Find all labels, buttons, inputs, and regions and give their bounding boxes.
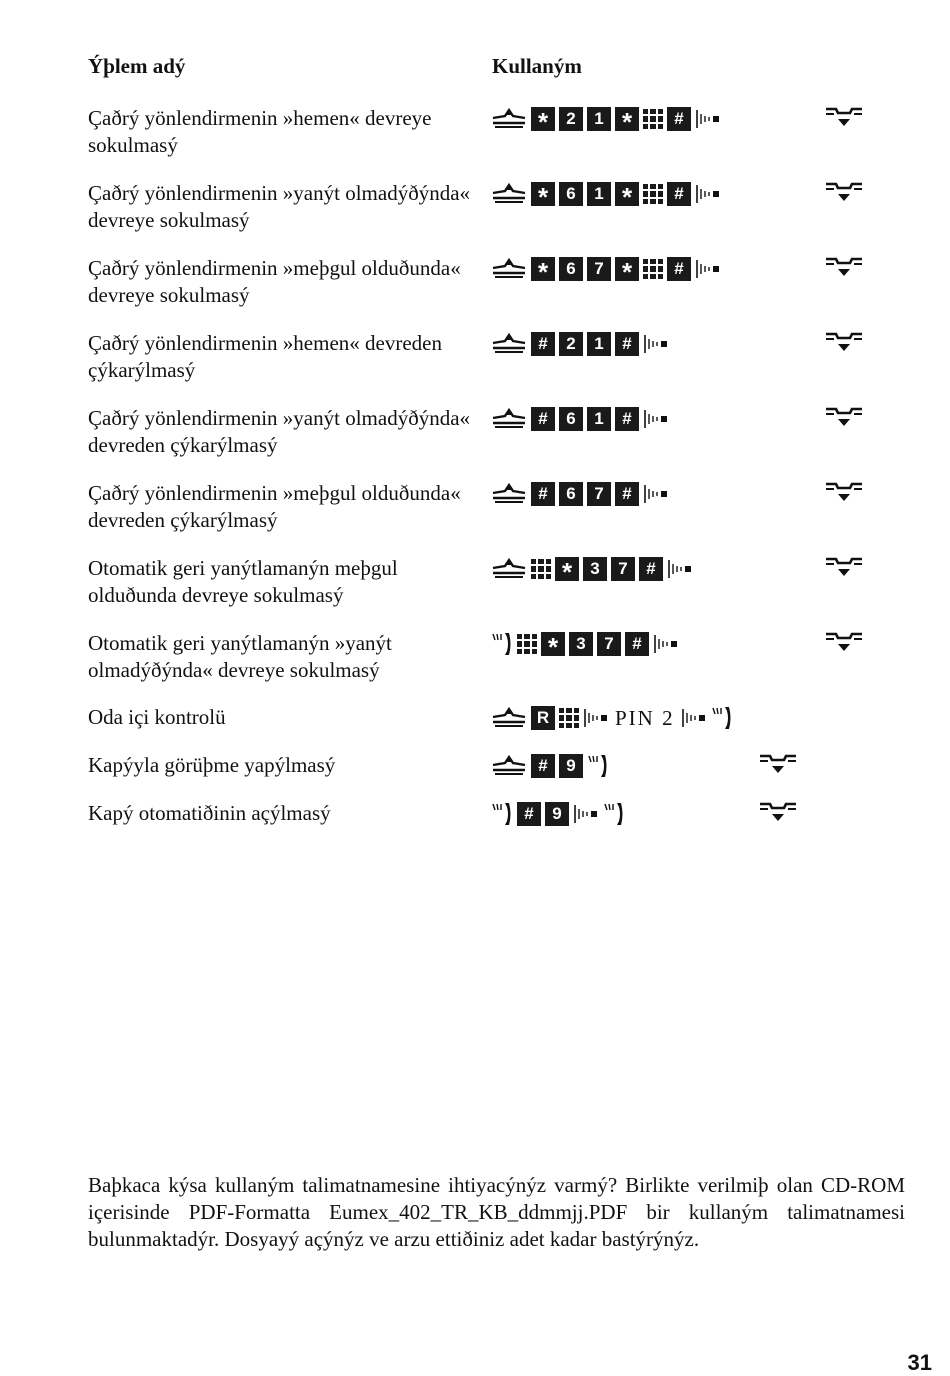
- key: #: [517, 802, 541, 826]
- hang-up-handset-icon: [758, 752, 798, 780]
- key: *: [615, 182, 639, 206]
- ringing-icon: [603, 801, 625, 827]
- lift-handset-icon: [491, 557, 527, 581]
- lift-handset-icon: [491, 482, 527, 506]
- lift-handset-icon: [491, 182, 527, 206]
- operation-label: Kapý otomatiðinin açýlmasý: [88, 801, 331, 825]
- key-sequence: [491, 480, 669, 508]
- hang-up-handset-icon: [824, 405, 864, 433]
- operation-label: Çaðrý yönlendirmenin »hemen« devreden çýkarýlmasý: [88, 331, 442, 382]
- ringing-icon: [711, 705, 733, 731]
- key: #: [625, 632, 649, 656]
- key: *: [615, 257, 639, 281]
- key: 6: [559, 407, 583, 431]
- lift-handset-icon: [491, 754, 527, 778]
- key: #: [615, 407, 639, 431]
- key-sequence: [491, 330, 669, 358]
- lift-handset-icon: [491, 407, 527, 431]
- keypad-grid-icon: [517, 634, 537, 654]
- confirmation-tone-icon: [643, 332, 669, 356]
- confirmation-tone-icon: [695, 257, 721, 281]
- lift-handset-icon: [491, 706, 527, 730]
- confirmation-tone-icon: [643, 482, 669, 506]
- keypad-grid-icon: [643, 184, 663, 204]
- key-sequence: [491, 255, 721, 287]
- hang-up-handset-icon: [824, 480, 864, 508]
- keypad-grid-icon: [531, 559, 551, 579]
- operation-label: Çaðrý yönlendirmenin »yanýt olmadýðýnda« devreye sokulmasý: [88, 181, 471, 232]
- key: 3: [583, 557, 607, 581]
- header-operation: Ýþlem adý: [88, 54, 186, 78]
- key: 1: [587, 107, 611, 131]
- key: 7: [611, 557, 635, 581]
- operation-label: Çaðrý yönlendirmenin »hemen« devreye sokulmasý: [88, 106, 432, 157]
- page-number: 31: [907, 1350, 932, 1375]
- operation-label: Kapýyla görüþme yapýlmasý: [88, 753, 336, 777]
- key-sequence: [491, 752, 609, 780]
- key: #: [531, 407, 555, 431]
- ringing-icon: [491, 801, 513, 827]
- keypad-grid-icon: [559, 708, 579, 728]
- key: *: [541, 632, 565, 656]
- key: *: [531, 257, 555, 281]
- key: #: [667, 182, 691, 206]
- confirmation-tone-icon: [583, 706, 609, 730]
- key: #: [531, 754, 555, 778]
- lift-handset-icon: [491, 332, 527, 356]
- key-sequence: [491, 405, 669, 433]
- key: *: [615, 107, 639, 131]
- key-sequence: [491, 704, 733, 732]
- keypad-grid-icon: [643, 259, 663, 279]
- key: 1: [587, 407, 611, 431]
- operation-label: Çaðrý yönlendirmenin »meþgul olduðunda« devreden çýkarýlmasý: [88, 481, 461, 532]
- key-sequence: [491, 105, 721, 137]
- hang-up-handset-icon: [824, 555, 864, 583]
- header-usage: Kullaným: [492, 54, 582, 78]
- key: 6: [559, 482, 583, 506]
- footer-note: Baþkaca kýsa kullaným talimatnamesine ihtiyacýnýz varmý? Birlikte verilmiþ olan CD-ROM içerisinde PDF-Formatta Eumex_402_TR_KB_ddmmjj.PDF bir kullaným talimatnamesi bulunmaktadýr. Dosyayý açýnýz ve arzu ettiðiniz adet kadar bastýrýnýz.: [88, 1173, 905, 1251]
- confirmation-tone-icon: [643, 407, 669, 431]
- hang-up-handset-icon: [824, 630, 864, 658]
- hang-up-handset-icon: [824, 330, 864, 358]
- key: #: [639, 557, 663, 581]
- confirmation-tone-icon: [667, 557, 693, 581]
- confirmation-tone-icon: [573, 802, 599, 826]
- key: *: [531, 182, 555, 206]
- confirmation-tone-icon: [695, 107, 721, 131]
- key: #: [667, 257, 691, 281]
- key-sequence: [491, 800, 625, 828]
- key: 9: [545, 802, 569, 826]
- key: 7: [597, 632, 621, 656]
- key: #: [531, 482, 555, 506]
- key: *: [555, 557, 579, 581]
- key: 7: [587, 257, 611, 281]
- key-sequence: [491, 630, 679, 662]
- hang-up-handset-icon: [824, 105, 864, 133]
- key: #: [615, 482, 639, 506]
- operation-label: Çaðrý yönlendirmenin »meþgul olduðunda« devreye sokulmasý: [88, 256, 461, 307]
- hang-up-handset-icon: [824, 255, 864, 283]
- hang-up-handset-icon: [758, 800, 798, 828]
- keypad-grid-icon: [643, 109, 663, 129]
- key: 1: [587, 182, 611, 206]
- operation-label: Çaðrý yönlendirmenin »yanýt olmadýðýnda« devreden çýkarýlmasý: [88, 406, 471, 457]
- confirmation-tone-icon: [681, 706, 707, 730]
- key: 1: [587, 332, 611, 356]
- key: 7: [587, 482, 611, 506]
- ringing-icon: [587, 753, 609, 779]
- key: 6: [559, 257, 583, 281]
- key: 2: [559, 332, 583, 356]
- ringing-icon: [491, 631, 513, 657]
- key: 6: [559, 182, 583, 206]
- key: *: [531, 107, 555, 131]
- lift-handset-icon: [491, 107, 527, 131]
- key: 3: [569, 632, 593, 656]
- key: 9: [559, 754, 583, 778]
- confirmation-tone-icon: [695, 182, 721, 206]
- key: 2: [559, 107, 583, 131]
- operation-label: Oda içi kontrolü: [88, 705, 226, 729]
- key: #: [531, 332, 555, 356]
- key: #: [667, 107, 691, 131]
- pin-text: PIN 2: [615, 705, 675, 730]
- confirmation-tone-icon: [653, 632, 679, 656]
- key-sequence: [491, 555, 693, 587]
- key: #: [615, 332, 639, 356]
- operation-label: Otomatik geri yanýtlamanýn »yanýt olmadýðýnda« devreye sokulmasý: [88, 631, 392, 682]
- lift-handset-icon: [491, 257, 527, 281]
- key: R: [531, 706, 555, 730]
- key-sequence: [491, 180, 721, 212]
- operation-label: Otomatik geri yanýtlamanýn meþgul olduðunda devreye sokulmasý: [88, 556, 398, 607]
- hang-up-handset-icon: [824, 180, 864, 208]
